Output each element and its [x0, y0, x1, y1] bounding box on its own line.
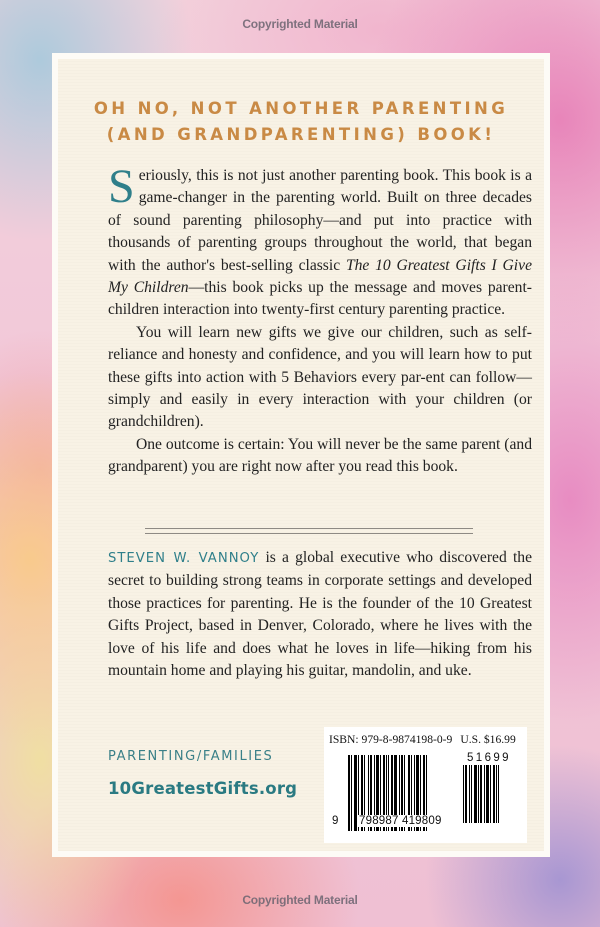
author-bio-text: is a global executive who discovered the secret to building strong teams in corporate settings and developed those practices for parenting. He is the founder of the 10 Greatest Gifts Project, based in Denver, Colorado, where he lives with the love of his life and does what he loves in life—hiking from his mountain home and playing his guitar, mandolin, and uke.: [108, 549, 532, 680]
isbn-price-line: [329, 733, 524, 746]
copyright-watermark-bottom: Copyrighted Material: [242, 893, 358, 907]
headline: [58, 96, 544, 148]
headline-line-2: (AND GRANDPARENTING) BOOK!: [106, 125, 496, 144]
isbn-number: ISBN: 979-8-9874198-0-9: [329, 733, 453, 746]
author-bio: [108, 547, 532, 682]
barcode-box: [324, 727, 527, 843]
paragraph-outcome: One outcome is certain: You will never be the same parent (and grandparent) you are right now after you read this book.: [108, 435, 532, 476]
drop-cap: S: [108, 160, 135, 213]
panel-inner: [58, 59, 544, 851]
intro-text-end: —this book picks up the message and moves parent-children interaction into twenty-first century parenting practice.: [108, 279, 532, 319]
copyright-watermark-top: Copyrighted Material: [242, 17, 358, 31]
intro-paragraph: [108, 160, 532, 322]
book-title-italic: The 10 Greatest Gifts I Give My Children: [108, 256, 532, 297]
author-name: STEVEN W. VANNOY: [108, 551, 260, 566]
price-addon-code: 51699: [467, 752, 511, 764]
price-addon-barcode: [463, 765, 513, 823]
back-cover-panel: [52, 53, 550, 857]
paragraph-gifts: You will learn new gifts we give our children, such as self-reliance and honesty and confidence, and you will learn how to put these gifts into action with 5 Behaviors every par-ent can follow—simply and easily in every interaction with your children (or grandchildren).: [108, 323, 532, 431]
website-link[interactable]: 10GreatestGifts.org: [108, 779, 298, 798]
intro-text-start: eriously, this is not just another parenting book. This book is a game-changer in the parenting world. Built on three decades of sound parenting philosophy—and put into practice with thousands of parenting groups throughout the world, that began with the author's best-selling classic: [108, 167, 532, 274]
double-rule-divider: [145, 528, 473, 534]
ean-first-digit: 9: [332, 815, 339, 827]
price: U.S. $16.99: [460, 733, 516, 746]
ean-digits: 798987 419809: [359, 815, 442, 827]
headline-line-1: OH NO, NOT ANOTHER PARENTING: [93, 99, 509, 118]
blurb-body: [108, 160, 532, 479]
category-label: PARENTING/FAMILIES: [108, 749, 274, 764]
author-bio-paragraph: [108, 547, 532, 682]
